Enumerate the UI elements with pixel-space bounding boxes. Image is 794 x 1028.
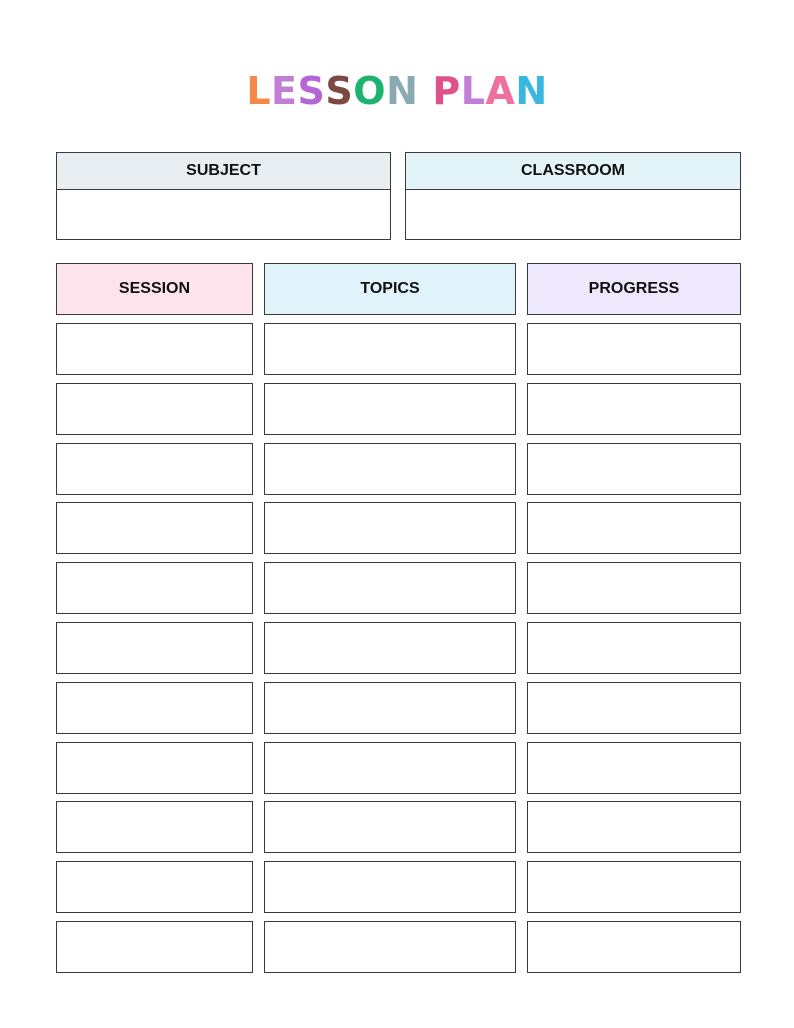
session-cell[interactable] [56, 323, 253, 375]
topics-cell[interactable] [264, 323, 516, 375]
classroom-label: CLASSROOM [521, 162, 625, 179]
progress-cell[interactable] [527, 921, 741, 973]
title-letter: N [515, 69, 548, 113]
progress-cell[interactable] [527, 801, 741, 853]
topics-label: TOPICS [360, 280, 420, 297]
session-column-header [56, 263, 253, 315]
topics-column-header [264, 263, 516, 315]
session-label: SESSION [118, 280, 191, 297]
progress-cell[interactable] [527, 502, 741, 554]
topics-cell[interactable] [264, 383, 516, 435]
subject-label: SUBJECT [186, 162, 261, 179]
topics-cell[interactable] [264, 742, 516, 794]
topics-cell[interactable] [264, 622, 516, 674]
progress-column-header [527, 263, 741, 315]
progress-cell[interactable] [527, 443, 741, 495]
topics-cell[interactable] [264, 562, 516, 614]
title-letter: A [485, 69, 516, 113]
topics-cell[interactable] [264, 921, 516, 973]
title-letter: N [386, 69, 419, 113]
session-cell[interactable] [56, 383, 253, 435]
title-letter: O [353, 69, 387, 113]
session-cell[interactable] [56, 443, 253, 495]
topics-cell[interactable] [264, 682, 516, 734]
session-cell[interactable] [56, 622, 253, 674]
page-title [0, 68, 794, 114]
progress-cell[interactable] [527, 682, 741, 734]
topics-cell[interactable] [264, 861, 516, 913]
session-cell[interactable] [56, 682, 253, 734]
session-cell[interactable] [56, 502, 253, 554]
classroom-field[interactable] [405, 189, 741, 240]
topics-cell[interactable] [264, 502, 516, 554]
session-cell[interactable] [56, 861, 253, 913]
progress-cell[interactable] [527, 323, 741, 375]
subject-header [56, 152, 391, 190]
title-letter: S [297, 69, 326, 113]
title-letter: L [460, 69, 486, 113]
progress-cell[interactable] [527, 742, 741, 794]
progress-cell[interactable] [527, 861, 741, 913]
session-cell[interactable] [56, 562, 253, 614]
progress-cell[interactable] [527, 562, 741, 614]
title-letter: L [246, 69, 272, 113]
session-cell[interactable] [56, 801, 253, 853]
progress-label: PROGRESS [588, 280, 680, 297]
session-cell[interactable] [56, 921, 253, 973]
session-cell[interactable] [56, 742, 253, 794]
subject-field[interactable] [56, 189, 391, 240]
title-letter: E [271, 69, 298, 113]
topics-cell[interactable] [264, 443, 516, 495]
classroom-header [405, 152, 741, 190]
progress-cell[interactable] [527, 383, 741, 435]
title-letter: S [325, 69, 354, 113]
topics-cell[interactable] [264, 801, 516, 853]
title-letter: P [432, 69, 461, 113]
progress-cell[interactable] [527, 622, 741, 674]
